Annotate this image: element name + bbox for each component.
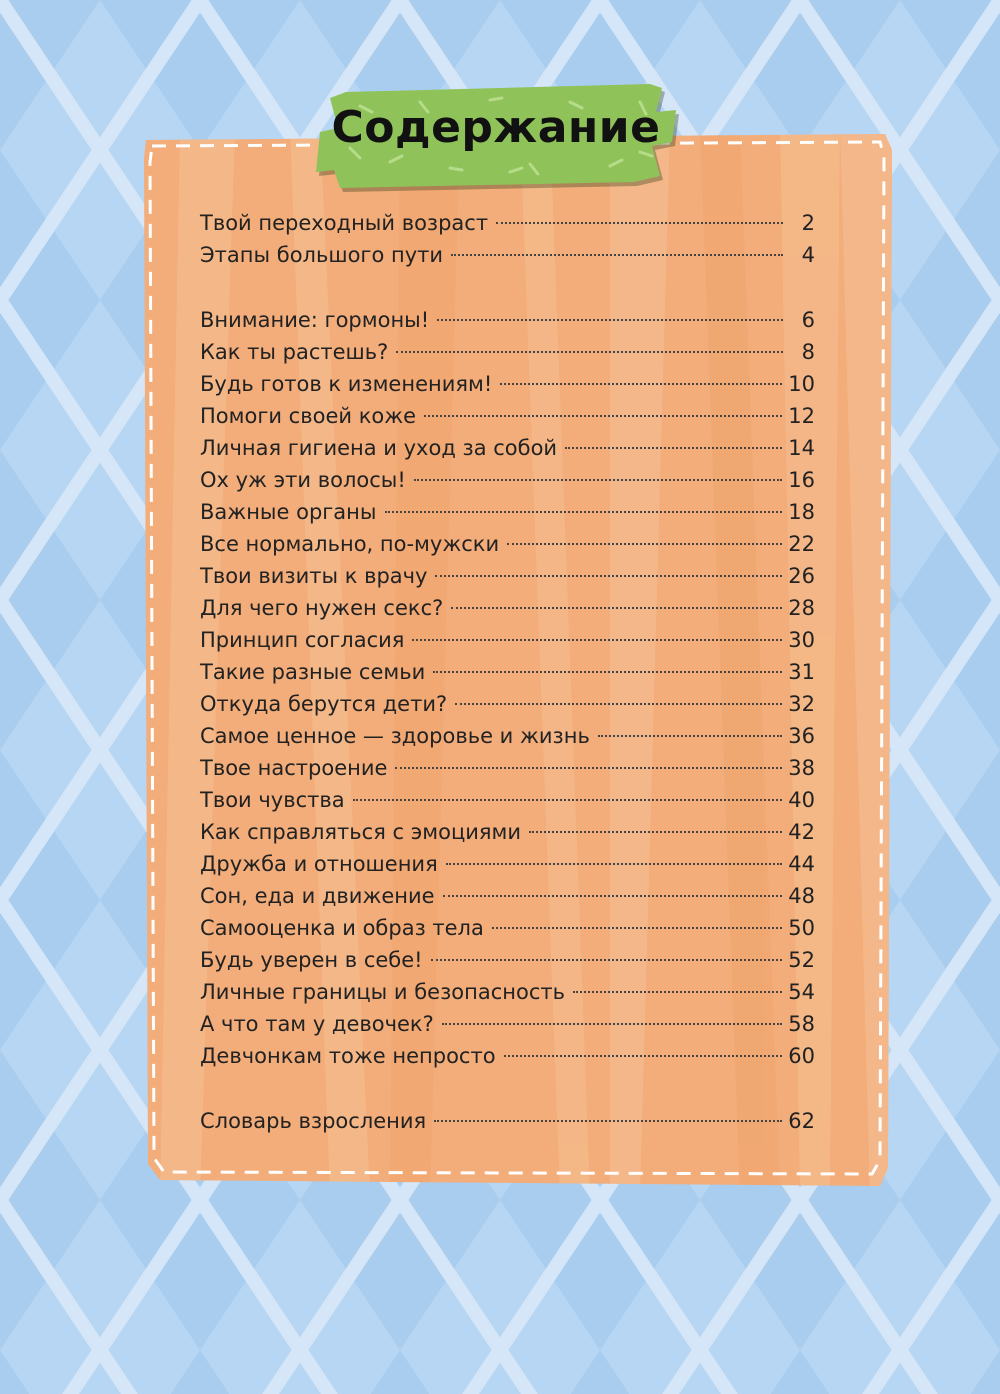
dot-leader (573, 991, 782, 993)
toc-entry-page: 32 (788, 692, 815, 716)
toc-entry-page: 60 (788, 1044, 815, 1068)
toc-entry-page: 38 (788, 756, 815, 780)
toc-entry-title: Самооценка и образ тела (200, 916, 484, 940)
toc-entry-title: Такие разные семьи (200, 660, 426, 684)
toc-entry[interactable] (200, 1008, 815, 1040)
dot-leader (443, 895, 783, 897)
dot-leader (504, 1055, 783, 1057)
dot-leader (598, 735, 782, 737)
dot-leader (455, 703, 782, 705)
toc-entry[interactable] (200, 464, 815, 496)
toc-entry-page: 31 (788, 660, 815, 684)
toc-entry[interactable] (200, 784, 815, 816)
toc-entry[interactable] (200, 752, 815, 784)
dot-leader (451, 607, 782, 609)
toc-entry[interactable] (200, 944, 815, 976)
toc-entry-title: Девчонкам тоже непросто (200, 1044, 496, 1068)
toc-entry-title: Словарь взросления (200, 1109, 427, 1133)
dot-leader (565, 447, 782, 449)
dot-leader (353, 799, 783, 801)
table-of-contents (200, 207, 815, 1137)
toc-entry-page: 36 (788, 724, 815, 748)
toc-entry[interactable] (200, 816, 815, 848)
dot-leader (431, 959, 783, 961)
toc-entry[interactable] (200, 880, 815, 912)
dot-leader (496, 222, 783, 224)
toc-entry-title: Самое ценное — здоровье и жизнь (200, 724, 590, 748)
dot-leader (492, 927, 782, 929)
dot-leader (442, 1023, 783, 1025)
dot-leader (434, 1120, 782, 1122)
toc-entry-page: 40 (788, 788, 815, 812)
toc-entry[interactable] (200, 848, 815, 880)
toc-entry-page: 10 (788, 372, 815, 396)
toc-entry-page: 2 (801, 211, 815, 235)
toc-entry[interactable] (200, 912, 815, 944)
toc-entry[interactable] (200, 304, 815, 336)
toc-entry-title: Все нормально, по-мужски (200, 532, 500, 556)
dot-leader (446, 863, 783, 865)
toc-entry-title: Дружба и отношения (200, 852, 438, 876)
toc-group-intro (200, 207, 815, 271)
toc-entry-title: Для чего нужен секс? (200, 596, 444, 620)
toc-entry-title: Ох уж эти волосы! (200, 468, 406, 492)
toc-entry[interactable] (200, 592, 815, 624)
toc-entry-title: Как ты растешь? (200, 340, 389, 364)
toc-entry-title: Будь уверен в себе! (200, 948, 423, 972)
toc-entry-title: Твой переходный возраст (200, 211, 489, 235)
toc-entry-title: Твои чувства (200, 788, 345, 812)
dot-leader (529, 831, 782, 833)
toc-entry[interactable] (200, 432, 815, 464)
toc-entry-page: 54 (788, 980, 815, 1004)
dot-leader (500, 383, 782, 385)
toc-entry-page: 14 (788, 436, 815, 460)
toc-entry[interactable] (200, 720, 815, 752)
toc-entry-title: Личная гигиена и уход за собой (200, 436, 558, 460)
dot-leader (412, 639, 782, 641)
toc-entry[interactable] (200, 624, 815, 656)
dot-leader (433, 671, 782, 673)
toc-entry-page: 6 (801, 308, 815, 332)
dot-leader (507, 543, 782, 545)
page-title: Содержание (331, 102, 661, 153)
toc-entry-title: Принцип согласия (200, 628, 405, 652)
toc-entry-page: 26 (788, 564, 815, 588)
toc-entry[interactable] (200, 656, 815, 688)
toc-entry-page: 16 (788, 468, 815, 492)
toc-entry-page: 30 (788, 628, 815, 652)
toc-entry-page: 4 (801, 243, 815, 267)
toc-entry-page: 62 (788, 1109, 815, 1133)
toc-entry[interactable] (200, 368, 815, 400)
toc-entry-page: 8 (801, 340, 815, 364)
toc-entry[interactable] (200, 239, 815, 271)
toc-entry[interactable] (200, 207, 815, 239)
toc-entry-title: Сон, еда и движение (200, 884, 435, 908)
dot-leader (396, 351, 783, 353)
dot-leader (414, 479, 782, 481)
dot-leader (424, 415, 782, 417)
group-spacer (200, 1072, 815, 1105)
toc-entry-page: 42 (788, 820, 815, 844)
toc-entry-page: 18 (788, 500, 815, 524)
toc-entry[interactable] (200, 400, 815, 432)
toc-entry-title: Важные органы (200, 500, 377, 524)
toc-entry-page: 44 (788, 852, 815, 876)
toc-group-glossary (200, 1105, 815, 1137)
toc-entry-page: 52 (788, 948, 815, 972)
dot-leader (395, 767, 782, 769)
toc-entry-title: Будь готов к изменениям! (200, 372, 493, 396)
toc-entry[interactable] (200, 1040, 815, 1072)
toc-entry-title: Твое настроение (200, 756, 388, 780)
dot-leader (435, 575, 782, 577)
toc-entry-title: Как справляться с эмоциями (200, 820, 522, 844)
toc-entry-title: Внимание: гормоны! (200, 308, 430, 332)
dot-leader (385, 511, 783, 513)
dot-leader (437, 319, 783, 321)
toc-group-main (200, 304, 815, 1072)
toc-entry[interactable] (200, 976, 815, 1008)
toc-entry-page: 48 (788, 884, 815, 908)
toc-entry[interactable] (200, 1105, 815, 1137)
title-badge (310, 72, 682, 200)
toc-entry-page: 50 (788, 916, 815, 940)
toc-entry-page: 28 (788, 596, 815, 620)
toc-entry[interactable] (200, 688, 815, 720)
dot-leader (451, 254, 783, 256)
toc-entry-title: Откуда берутся дети? (200, 692, 448, 716)
toc-entry-title: Твои визиты к врачу (200, 564, 428, 588)
toc-entry-page: 58 (788, 1012, 815, 1036)
toc-entry[interactable] (200, 336, 815, 368)
toc-entry[interactable] (200, 560, 815, 592)
toc-entry-page: 12 (788, 404, 815, 428)
toc-entry-title: А что там у девочек? (200, 1012, 434, 1036)
toc-entry-title: Личные границы и безопасность (200, 980, 565, 1004)
toc-entry[interactable] (200, 496, 815, 528)
group-spacer (200, 271, 815, 304)
toc-entry-title: Этапы большого пути (200, 243, 444, 267)
toc-entry-page: 22 (788, 532, 815, 556)
toc-entry-title: Помоги своей коже (200, 404, 417, 428)
toc-entry[interactable] (200, 528, 815, 560)
